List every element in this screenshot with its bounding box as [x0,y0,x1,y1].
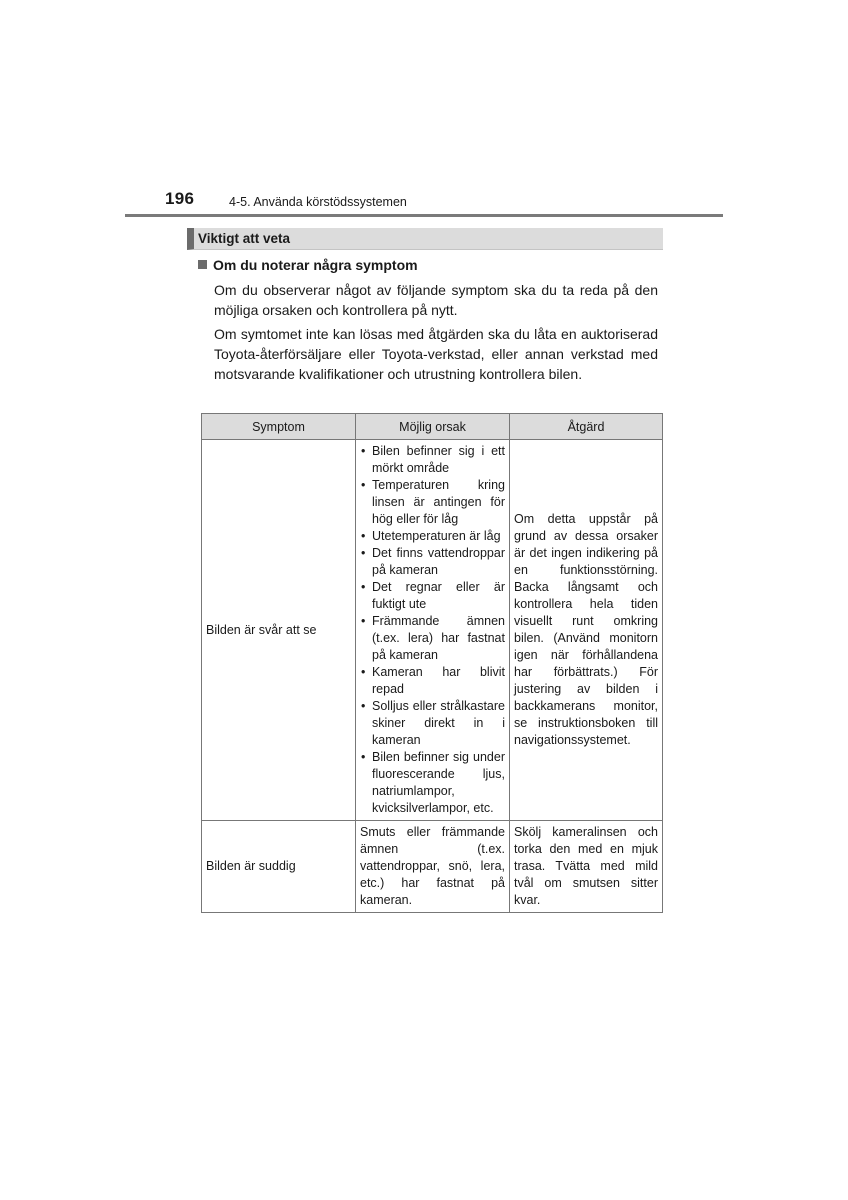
header-divider [125,214,723,217]
cause-item: • Bilen befinner sig i ett mörkt område [360,443,505,477]
cause-item: • Solljus eller strålkastare skiner direkt in i kameran [360,698,505,749]
cause-cell: Smuts eller främmande ämnen (t.ex. vattendroppar, snö, lera, etc.) har fastnat på kameran. [356,821,510,913]
page-number: 196 [165,189,195,208]
action-cell: Om detta uppstår på grund av dessa orsaker är det ingen indikering på en funktionsstörning. Backa långsamt och kontrollera hela tiden visuellt runt omkring bilen. (Använd monitorn igen när förhållandena har förbättrats.) För justering av bilden i backkamerans monitor, se instruktionsboken till navigationssystemet. [510,440,663,821]
advice-paragraph: Om symtomet inte kan lösas med åtgärden ska du låta en auktoriserad Toyota-återförsäljare eller Toyota-verkstad, eller annan verkstad med motsvarande kvalifikationer och utrustning kontrollera bilen. [214,326,658,382]
subsection-heading [198,257,418,273]
cause-item: • Bilen befinner sig under fluorescerande ljus, natriumlampor, kvicksilverlampor, etc. [360,749,505,817]
symptom-table [201,413,663,913]
column-header-cause: Möjlig orsak [356,414,510,440]
column-header-action: Åtgärd [510,414,663,440]
subsection-title: Om du noterar några symptom [213,257,418,273]
info-bar [187,228,663,250]
cause-item: • Det regnar eller är fuktigt ute [360,579,505,613]
table-row [202,821,663,913]
info-bar-label: Viktigt att veta [198,231,291,246]
cause-item: • Kameran har blivit repad [360,664,505,698]
intro-paragraph: Om du observerar något av följande symptom ska du ta reda på den möjliga orsaken och kontrollera på nytt. [214,282,658,318]
cause-item: • Det finns vattendroppar på kameran [360,545,505,579]
square-bullet-icon [198,260,207,269]
symptom-cell: Bilden är suddig [202,821,356,913]
table-header-row [202,414,663,440]
action-cell: Skölj kameralinsen och torka den med en mjuk trasa. Tvätta med mild tvål om smutsen sitter kvar. [510,821,663,913]
cause-item: • Främmande ämnen (t.ex. lera) har fastnat på kameran [360,613,505,664]
section-title: 4-5. Använda körstödssystemen [229,195,407,209]
cause-item: • Temperaturen kring linsen är antingen för hög eller för låg [360,477,505,528]
cause-item: • Utetemperaturen är låg [360,528,505,545]
symptom-cell: Bilden är svår att se [202,440,356,821]
column-header-symptom: Symptom [202,414,356,440]
cause-list [360,443,505,817]
cause-cell [356,440,510,821]
table-row [202,440,663,821]
